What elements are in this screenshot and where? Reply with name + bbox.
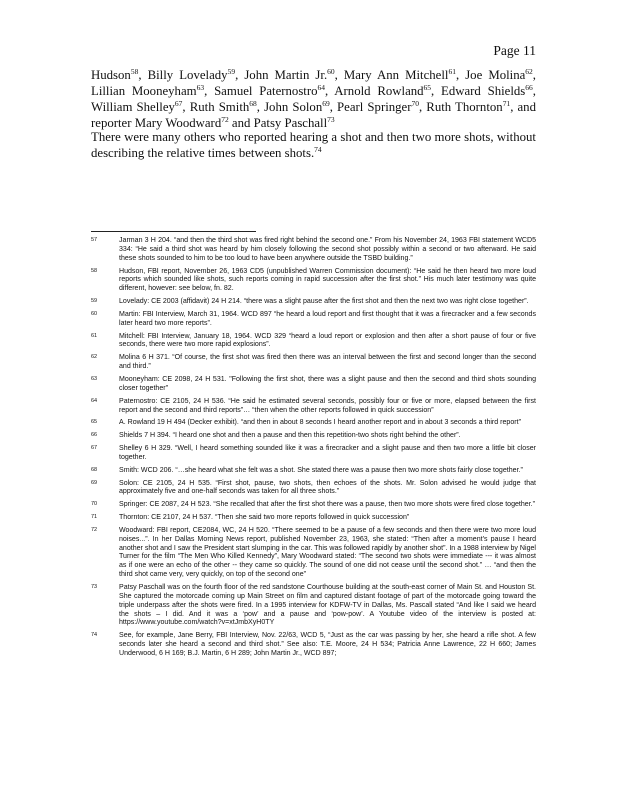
footnote-text: A. Rowland 19 H 494 (Decker exhibit). “and then in about 8 seconds I heard another report and in about 3 seconds a third report” (119, 419, 521, 427)
footnote-reference: 64 (317, 83, 326, 92)
paragraph-text: , Lillian Mooneyham (91, 68, 536, 98)
paragraph-text: Hudson (91, 68, 131, 82)
footnote-number: 65 (91, 419, 98, 426)
page-number: Page 11 (493, 43, 536, 58)
footnote (91, 445, 536, 463)
footnote-number: 74 (91, 632, 98, 639)
paragraph-text: , Edward Shields (431, 84, 526, 98)
footnote-reference: 66 (525, 83, 533, 92)
footnote (91, 527, 536, 580)
footnote-reference: 74 (314, 145, 322, 154)
footnote-text: Molina 6 H 371. “Of course, the first shot was fired then there was an interval between the first and second longer than the second and third.” (119, 354, 536, 371)
footnote-reference: 70 (411, 99, 419, 108)
footnote-text: Paternostro: CE 2105, 24 H 536. “He said he estimated several seconds, possibly four or five or more, elapsed between the first report and the second and third reports”… “then when the other reports followed in quick succession” (119, 397, 536, 414)
footnote-text: Thornton: CE 2107, 24 H 537. “Then she said two more reports followed in quick succession” (119, 514, 410, 522)
paragraph-text: , Joe Molina (455, 68, 526, 82)
footnote-reference: 67 (174, 99, 183, 108)
footnote-number: 58 (91, 267, 98, 274)
paragraph-text: , Arnold Rowland (325, 84, 424, 98)
footnote (91, 268, 536, 295)
footnote-text: Hudson, FBI report, November 26, 1963 CD5 (unpublished Warren Commission document): “He said he then heard two more loud reports which sounded like shots, such reports coming in rapid succession after the first shot.” His much later testimony was quite different, however: see below, fn. 82. (119, 267, 536, 293)
footnote (91, 311, 536, 329)
footnote (91, 584, 536, 628)
paragraph-text: and Patsy Paschall (228, 116, 328, 130)
footnote-text: Springer: CE 2087, 24 H 523. “She recalled that after the first shot there was a pause, then two more shots were fired close together.” (119, 501, 535, 509)
witness-list-paragraph (91, 67, 536, 131)
footnote-number: 59 (91, 298, 98, 305)
footnote-number: 61 (91, 332, 98, 339)
footnote-reference: 61 (448, 67, 456, 76)
footnote-text: Smith: WCD 206. “…she heard what she felt was a shot. She stated there was a pause then two more shots fairly close together.” (119, 466, 523, 474)
footnote-number: 67 (91, 445, 98, 452)
footnote (91, 432, 536, 441)
footnote (91, 501, 536, 510)
footnote-text: Shields 7 H 394. “I heard one shot and then a pause and then this repetition-two shots right behind the other”. (119, 432, 461, 440)
footnote-number: 63 (91, 375, 98, 382)
footnote-number: 71 (91, 514, 98, 521)
footnote-reference: 59 (227, 67, 236, 76)
paragraph-text: , and reporter Mary Woodward (91, 100, 536, 130)
footnote-separator (91, 231, 256, 232)
footnote-number: 62 (91, 354, 98, 361)
footnote-reference: 72 (221, 115, 229, 124)
footnote-reference: 63 (196, 83, 205, 92)
paragraph-text: , William Shelley (91, 84, 536, 114)
footnote-text: Shelley 6 H 329. “Well, I heard something sounded like it was a firecracker and a slight pause and then two more a little bit closer together. (119, 445, 536, 461)
footnote (91, 398, 536, 416)
footnote-number: 64 (91, 397, 98, 404)
footnote (91, 632, 536, 659)
footnotes-section (91, 237, 536, 663)
footnote-text: Solon: CE 2105, 24 H 535. “First shot, pause, two shots, then echoes of the shots. Mr. Solon advised he would judge that approximately five and one-half seconds was taken for all three shots.” (119, 479, 536, 496)
footnote-number: 60 (91, 310, 98, 317)
footnote-number: 69 (91, 479, 98, 486)
paragraph-text: , Samuel Paternostro (204, 84, 318, 98)
footnote-reference: 65 (423, 83, 432, 92)
footnote-number: 70 (91, 501, 98, 508)
paragraph-text: , Ruth Smith (182, 100, 250, 114)
footnote-number: 68 (91, 466, 98, 473)
footnote (91, 376, 536, 394)
footnote-reference: 62 (525, 67, 533, 76)
footnote (91, 354, 536, 372)
footnote-reference: 69 (322, 99, 330, 108)
footnote-reference: 60 (327, 67, 335, 76)
paragraph-text: , Pearl Springer (329, 100, 412, 114)
footnote-text: Mooneyham: CE 2098, 24 H 531. "Following the first shot, there was a slight pause and then the second and third shots sounding closer together" (119, 375, 536, 392)
footnote-text: Mitchell: FBI Interview, January 18, 1964. WCD 329 “heard a loud report or explosion and then after a short pause of four or five seconds, there were two more rapid explosions”. (119, 332, 536, 349)
paragraph-text: , Mary Ann Mitchell (334, 68, 449, 82)
footnote-reference: 58 (130, 67, 139, 76)
footnote (91, 419, 536, 428)
footnote (91, 480, 536, 498)
footnote-number: 57 (91, 237, 98, 243)
other-witnesses-paragraph (91, 129, 536, 161)
footnote-reference: 68 (249, 99, 257, 108)
footnote-text: Martin: FBI Interview, March 31, 1964. WCD 897 “he heard a loud report and first thought that it was a firecracker and a few seconds later heard two more reports”. (119, 310, 536, 327)
footnote-number: 66 (91, 432, 98, 439)
footnote-number: 73 (91, 584, 98, 590)
footnote (91, 298, 536, 307)
footnote-text: See, for example, Jane Berry, FBI Interview, Nov. 22/63, WCD 5, “Just as the car was passing by her, she heard a rifle shot. A few seconds later she heard a second and third shot.” See also: T.E. Moore, 24 H 534; Patricia Anne Lawrence, 22 H 660; James Underwood, 6 H 169; B.J. Martin, 6 H 289; John Martin Jr., WCD 897; (119, 632, 536, 657)
footnote-reference: 73 (327, 115, 335, 124)
footnote-text: Patsy Paschall was on the fourth floor of the red sandstone Courthouse building at the south-east corner of Main St. and Houston St. She captured the motorcade coming up Main Street on film and captured distant footage of part of the motorcade going toward the triple underpass after the shots were fired. In a 1995 interview for KDFW-TV in Dallas, Ms. Pascall stated “And like I said we heard the shots – I did. And it was a ‘pow’ and a pause and ‘pow-pow’. A Youtube video of the interview is posted at: https://www.youtube.com/watch?v=xtJmbXyH0TY (119, 584, 536, 627)
footnote-text: Woodward: FBI report, CE2084, WC, 24 H 520. “There seemed to be a pause of a few seconds and then there were two more loud noises...”. In her Dallas Morning News report, published November 23, 1963, she stated: “Then after a moment’s pause I heard another shot and I saw the President start slumping in the car. This was followed rapidly by another shot”. In a 1988 interview by Nigel Turner for the film “The Men Who Killed Kennedy”, Mary Woodward stated: “The second two shots were immediate --- it was almost as if one were an echo of the other -- they came so quickly. The sound of one did not cease until the second shot.” … “and then the third shot came very, very quickly, on top of the second one” (119, 526, 536, 579)
paragraph-text: , John Martin Jr. (235, 68, 328, 82)
footnote (91, 237, 536, 264)
footnote-text: Jarman 3 H 204. “and then the third shot was fired right behind the second one.” From his November 24, 1963 FBI statement WCD5 334: “He said a third shot was heard by him closely following the second shot possibly within a second or two afterward. He said these shots sounded to him to be too loud to have been anywhere outside the TSBD building.” (119, 237, 536, 262)
footnote (91, 467, 536, 476)
paragraph-text: , Billy Lovelady (138, 68, 228, 82)
footnote (91, 333, 536, 351)
footnote-reference: 71 (502, 99, 511, 108)
paragraph-text: , Ruth Thornton (419, 100, 503, 114)
paragraph-text: There were many others who reported hearing a shot and then two more shots, without describing the relative times between shots. (91, 130, 536, 160)
footnote-number: 72 (91, 526, 98, 533)
footnote (91, 514, 536, 523)
footnote-text: Lovelady: CE 2003 (affidavit) 24 H 214. “there was a slight pause after the first shot and then the next two was right close together”. (119, 298, 529, 306)
paragraph-text: , John Solon (256, 100, 323, 114)
